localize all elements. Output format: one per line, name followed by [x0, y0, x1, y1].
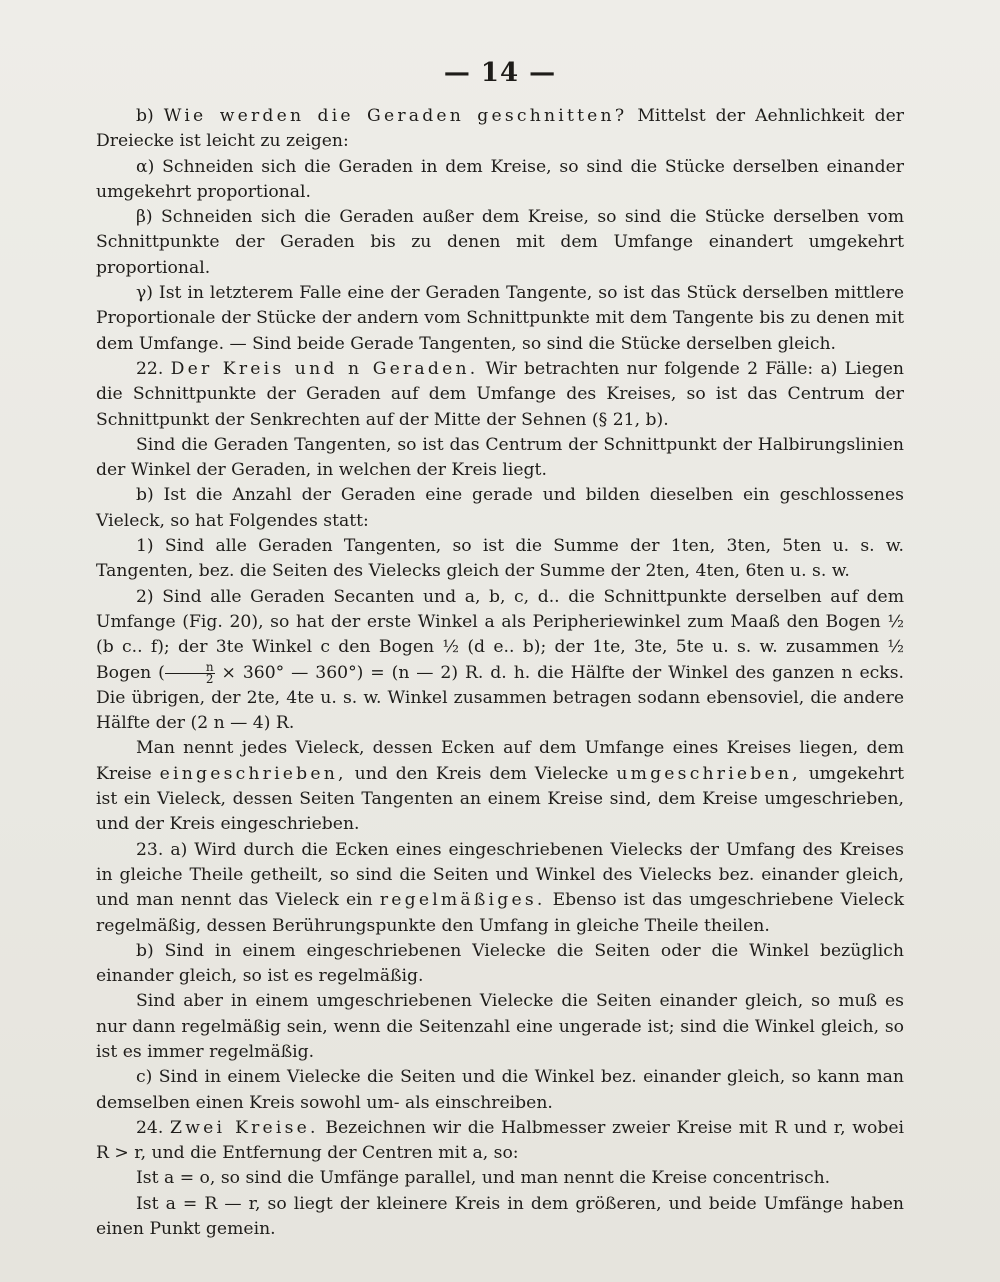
section-24-heading: Zwei Kreise.	[170, 1117, 319, 1138]
fraction-numerator: n	[165, 662, 215, 674]
section-22-number: 22.	[136, 358, 164, 379]
term-eingeschrieben: eingeschrieben,	[159, 763, 347, 784]
section-23-text-part2: Ebenso ist das umgeschriebene Vieleck regelmäßig, dessen Berührungspunkte den Umfang in gleiche Theile theilen.	[96, 890, 905, 936]
definition-part1: Man nennt jedes Vieleck, dessen Ecken auf dem Umfange eines Kreises liegen, dem Kreise	[96, 738, 904, 784]
section-22-heading: Der Kreis und n Geraden.	[170, 358, 479, 379]
paragraph-23-c: c) Sind in einem Vielecke die Seiten und die Winkel bez. einander gleich, so kann man demselben einen Kreis sowohl um- als einschreiben.	[96, 1067, 904, 1113]
section-24-text: Bezeichnen wir die Halbmesser zweier Kreise mit R und r, wobei R > r, und die Entfernung der Centren mit a, so:	[96, 1117, 905, 1164]
paragraph-24-case2: Ist a = R — r, so liegt der kleinere Kreis in dem größeren, und beide Umfänge haben einen Punkt gemein.	[96, 1193, 904, 1240]
paragraph-24-case1: Ist a = o, so sind die Umfänge parallel, und man nennt die Kreise concentrisch.	[136, 1168, 831, 1189]
label-b: b)	[136, 106, 154, 126]
page-body	[96, 104, 904, 1242]
paragraph-23-b-cont: Sind aber in einem umgeschriebenen Vielecke die Seiten einander gleich, so muß es nur dann regelmäßig sein, wenn die Seitenzahl eine ungerade ist; sind die Winkel gleich, so ist es immer regelmäßig.	[96, 991, 904, 1062]
paragraph-22-b: b) Ist die Anzahl der Geraden eine gerade und bilden dieselben ein geschlossenes Vieleck, so hat Folgendes statt:	[96, 485, 904, 531]
paragraph-22-tangent: Sind die Geraden Tangenten, so ist das Centrum der Schnittpunkt der Halbirungslinien der Winkel der Geraden, in welchen der Kreis liegt.	[96, 434, 904, 481]
paragraph-22-b2	[96, 585, 904, 737]
heading-geraden-geschnitten: Wie werden die Geraden geschnitten?	[163, 106, 628, 126]
paragraph-23-b: b) Sind in einem eingeschriebenen Vielecke die Seiten oder die Winkel bezüglich einander gleich, so ist es regelmäßig.	[96, 940, 904, 987]
section-22	[96, 357, 904, 433]
paragraph-22-b1: 1) Sind alle Geraden Tangenten, so ist die Summe der 1ten, 3ten, 5ten u. s. w. Tangenten, bez. die Seiten des Vielecks gleich der Summe der 2ten, 4ten, 6ten u. s. w.	[96, 536, 904, 582]
definition-part3: umgekehrt ist ein Vieleck, dessen Seiten Tangenten an einem Kreise sind, dem Kreise umgeschrieben, und der Kreis eingeschrieben.	[96, 763, 905, 835]
b-intro-text: Mittelst der Aehnlichkeit der Dreiecke ist leicht zu zeigen:	[96, 106, 904, 152]
page-number: — 14 —	[443, 58, 557, 88]
b2-text-part1: 2) Sind alle Geraden Secanten und a, b, c, d.. die Schnittpunkte derselben auf dem Umfange (Fig. 20), so hat der erste Winkel a als Peripheriewinkel zum Maaß den Bogen ½ (b c.. f); der 3te Winkel c den Bogen ½ (d e.. b); der 1te, 3te, 5te u. s. w. zusammen ½ Bogen (	[96, 586, 904, 683]
paragraph-b-intro	[96, 104, 904, 155]
paragraph-gamma: γ) Ist in letzterem Falle eine der Geraden Tangente, so ist das Stück derselben mittlere Proportionale der Stücke der andern vom Schnittpunkte mit dem Tangente bis zu denen mit dem Umfange. — Sind beide Gerade Tangenten, so sind die Stücke derselben gleich.	[96, 283, 904, 354]
term-umgeschrieben: umgeschrieben,	[616, 763, 801, 784]
paragraph-beta: β) Schneiden sich die Geraden außer dem Kreise, so sind die Stücke derselben vom Schnittpunkte der Geraden bis zu denen mit dem Umfange einandert umgekehrt proportional.	[96, 207, 904, 278]
section-22-text: Wir betrachten nur folgende 2 Fälle: a) Liegen die Schnittpunkte der Geraden auf dem Umfange des Kreises, so ist das Centrum der Schnittpunkt der Senkrechten auf der Mitte der Sehnen (§ 21, b).	[96, 358, 904, 430]
term-regelmaessiges: regelmäßiges.	[379, 890, 546, 911]
b2-text-part2: × 360° — 360°) = (n — 2) R. d. h. die Hälfte der Winkel des ganzen n ecks. Die übrigen, der 2te, 4te u. s. w. Winkel zusammen betragen sodann ebensoviel, die andere Hälfte der (2 n — 4) R.	[96, 662, 905, 734]
section-24-number: 24.	[136, 1117, 164, 1138]
fraction-denominator: 2	[205, 671, 214, 686]
section-24	[96, 1116, 904, 1167]
section-23-text-part1: 23. a) Wird durch die Ecken eines eingeschriebenen Vielecks der Umfang des Kreises in gleiche Theile getheilt, so sind die Seiten und Winkel des Vielecks bez. einander gleich, und man nennt das Vieleck ein	[96, 839, 904, 911]
paragraph-alpha: α) Schneiden sich die Geraden in dem Kreise, so sind die Stücke derselben einander umgekehrt proportional.	[96, 156, 904, 202]
definition-part2: und den Kreis dem Vielecke	[354, 763, 609, 784]
section-23	[96, 838, 904, 939]
fraction-n-over-2	[165, 659, 215, 686]
paragraph-22-definition	[96, 736, 904, 837]
